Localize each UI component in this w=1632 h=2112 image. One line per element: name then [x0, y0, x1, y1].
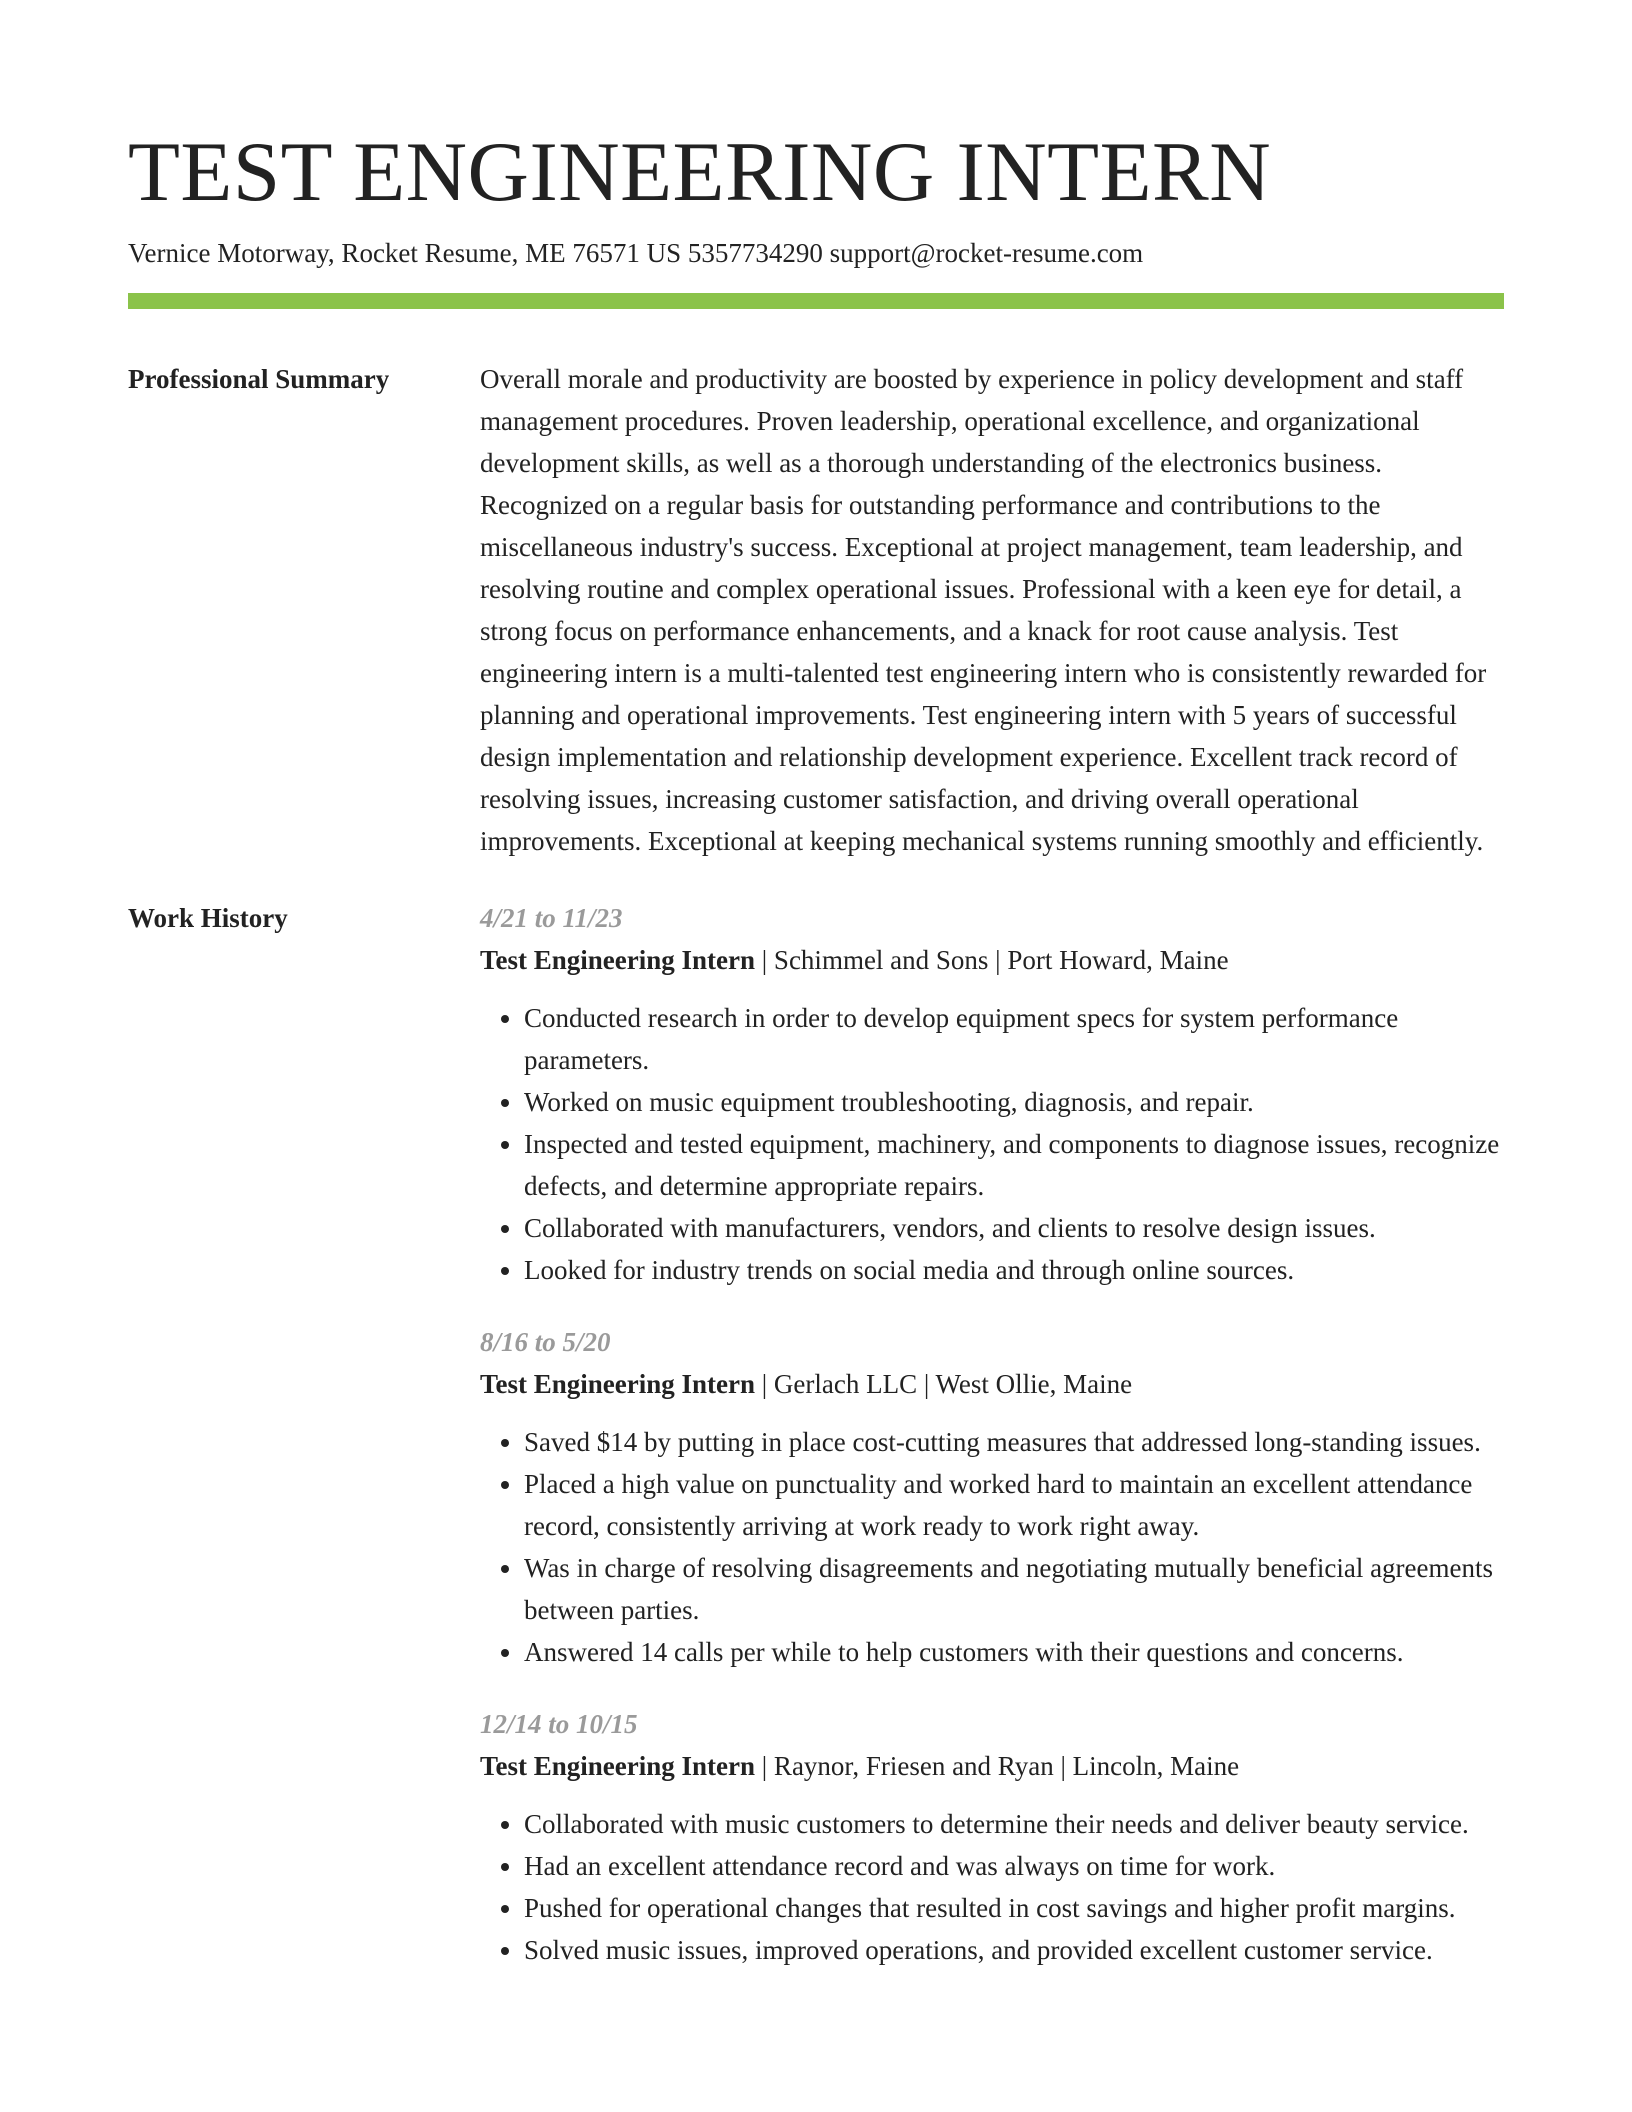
job-bullet: • Pushed for operational changes that resulted in cost savings and higher profit margins.: [524, 1887, 1504, 1929]
job-bullets: [480, 1421, 1504, 1673]
job-entry: [480, 1703, 1504, 1971]
candidate-name: TEST ENGINEERING INTERN: [128, 125, 1272, 219]
job-dates: 8/16 to 5/20: [480, 1327, 611, 1357]
summary-text: Overall morale and productivity are boosted by experience in policy development and staff management procedures. Proven leadership, operational excellence, and organizational development skills, as well as a thorough understanding of the electronics business. Recognized on a regular basis for outstanding performance and contributions to the miscellaneous industry's success. Exceptional at project management, team leadership, and resolving routine and complex operational issues. Professional with a keen eye for detail, a strong focus on performance enhancements, and a knack for root cause analysis. Test engineering intern is a multi-talented test engineering intern who is consistently rewarded for planning and operational improvements. Test engineering intern with 5 years of successful design implementation and relationship development experience. Excellent track record of resolving issues, increasing customer satisfaction, and driving overall operational improvements. Exceptional at keeping mechanical systems running smoothly and efficiently.: [480, 364, 1487, 856]
job-dates: 4/21 to 11/23: [480, 903, 623, 933]
summary-section: [128, 358, 1504, 862]
job-bullet: • Collaborated with music customers to determine their needs and deliver beauty service.: [524, 1803, 1504, 1845]
job-title: Test Engineering Intern: [480, 1751, 756, 1781]
accent-divider: [128, 293, 1504, 309]
job-bullet: • Looked for industry trends on social media and through online sources.: [524, 1249, 1504, 1291]
resume-page: [128, 0, 1504, 1971]
job-bullet: • Placed a high value on punctuality and worked hard to maintain an excellent attendance record, consistently arriving at work ready to work right away.: [524, 1463, 1504, 1547]
section-label-summary: Professional Summary: [128, 364, 390, 394]
job-bullet: • Inspected and tested equipment, machinery, and components to diagnose issues, recognize defects, and determine appropriate repairs.: [524, 1123, 1504, 1207]
job-entry: [480, 1321, 1504, 1673]
job-title-line: [480, 1745, 1504, 1787]
job-bullet: • Had an excellent attendance record and was always on time for work.: [524, 1845, 1504, 1887]
job-details: | Raynor, Friesen and Ryan | Lincoln, Maine: [755, 1751, 1240, 1781]
job-title: Test Engineering Intern: [480, 945, 756, 975]
contact-line: Vernice Motorway, Rocket Resume, ME 76571 US 5357734290 support@rocket-resume.com: [128, 238, 1144, 268]
jobs-list: [480, 897, 1504, 1971]
job-bullet: • Collaborated with manufacturers, vendors, and clients to resolve design issues.: [524, 1207, 1504, 1249]
job-bullet: • Conducted research in order to develop equipment specs for system performance parameters.: [524, 997, 1504, 1081]
work-history-section: [128, 897, 1504, 1971]
job-details: | Gerlach LLC | West Ollie, Maine: [755, 1369, 1133, 1399]
job-bullet: • Saved $14 by putting in place cost-cutting measures that addressed long-standing issues.: [524, 1421, 1504, 1463]
job-bullets: [480, 1803, 1504, 1971]
job-dates: 12/14 to 10/15: [480, 1709, 638, 1739]
job-bullet: • Solved music issues, improved operations, and provided excellent customer service.: [524, 1929, 1504, 1971]
job-details: | Schimmel and Sons | Port Howard, Maine: [755, 945, 1229, 975]
job-entry: [480, 897, 1504, 1291]
section-label-work-history: Work History: [128, 903, 288, 933]
job-title-line: [480, 1363, 1504, 1405]
job-title-line: [480, 939, 1504, 981]
job-bullets: [480, 997, 1504, 1291]
job-bullet: • Answered 14 calls per while to help customers with their questions and concerns.: [524, 1631, 1504, 1673]
job-bullet: • Was in charge of resolving disagreements and negotiating mutually beneficial agreements between parties.: [524, 1547, 1504, 1631]
job-bullet: • Worked on music equipment troubleshooting, diagnosis, and repair.: [524, 1081, 1504, 1123]
job-title: Test Engineering Intern: [480, 1369, 756, 1399]
